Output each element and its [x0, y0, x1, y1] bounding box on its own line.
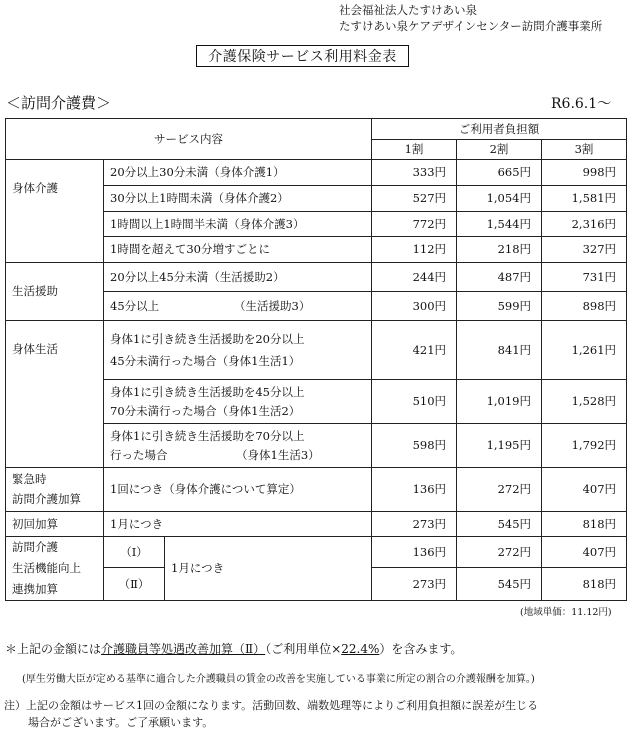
price-2: 599円 — [457, 292, 542, 321]
service-desc: 20分以上30分未満（身体介護1） — [104, 160, 372, 186]
service-desc: 20分以上45分未満（生活援助2） — [104, 263, 372, 292]
price-2: 487円 — [457, 263, 542, 292]
category-shokai: 初回加算 — [6, 512, 104, 537]
org-line-2: たすけあい泉ケアデザインセンター訪問介護事業所 — [339, 19, 603, 33]
price-3: 407円 — [542, 468, 627, 512]
page-title: 介護保険サービス利用料金表 — [196, 45, 409, 67]
price-1: 244円 — [372, 263, 457, 292]
category-line-3: 連携加算 — [12, 582, 58, 596]
disclaimer-line-2: 場合がございます。ご了承願います。 — [28, 716, 214, 729]
price-1: 598円 — [372, 424, 457, 468]
service-desc-line-1: 身体1に引き続き生活援助を20分以上 — [110, 331, 305, 346]
service-desc: 1回につき（身体介護について算定） — [104, 468, 372, 512]
price-3: 327円 — [542, 237, 627, 263]
price-3: 1,261円 — [542, 321, 627, 380]
sub-type-2: （Ⅱ） — [104, 568, 165, 601]
table-row — [6, 468, 627, 512]
price-2: 1,195円 — [457, 424, 542, 468]
table-row — [6, 321, 627, 380]
surcharge-prefix: ＊上記の金額には — [5, 642, 102, 656]
price-2: 545円 — [457, 512, 542, 537]
price-2: 1,054円 — [457, 186, 542, 212]
service-desc — [104, 292, 372, 321]
unit-price-note: (地域単価：11.12円) — [520, 607, 612, 618]
col-header-1: 1割 — [372, 140, 457, 160]
price-3: 998円 — [542, 160, 627, 186]
service-desc: 1時間以上1時間半未満（身体介護3） — [104, 212, 372, 237]
fee-table — [5, 118, 627, 601]
price-1: 273円 — [372, 568, 457, 601]
price-1: 273円 — [372, 512, 457, 537]
service-desc: 1月につき — [104, 512, 372, 537]
service-desc-b: （生活援助3） — [234, 298, 311, 313]
price-1: 300円 — [372, 292, 457, 321]
price-1: 136円 — [372, 537, 457, 568]
service-desc-line-2: 70分未満行った場合（身体1生活2） — [110, 403, 301, 418]
price-2: 841円 — [457, 321, 542, 380]
table-row — [6, 512, 627, 537]
surcharge-name: 介護職員等処遇改善加算（Ⅱ） — [101, 642, 266, 656]
table-row — [6, 263, 627, 292]
category-line-1: 緊急時 — [12, 472, 47, 486]
criteria-note: (厚生労働大臣が定める基準に適合した介護職員の賃金の改善を実施している事業に所定の割合の介護報酬を加算。) — [22, 674, 535, 685]
price-1: 527円 — [372, 186, 457, 212]
col-header-2: 2割 — [457, 140, 542, 160]
category-seikatsu-kino — [6, 537, 104, 601]
disclaimer-note — [4, 697, 538, 731]
service-desc-line-2a: 行った場合 — [110, 447, 168, 462]
surcharge-percent: 22.4% — [341, 642, 380, 656]
price-2: 272円 — [457, 468, 542, 512]
service-desc-line-2 — [110, 447, 365, 464]
price-3: 898円 — [542, 292, 627, 321]
service-desc — [104, 424, 372, 468]
surcharge-mid: （ご利用単位× — [265, 642, 342, 656]
category-shintai-seikatsu: 身体生活 — [6, 321, 104, 468]
service-desc: 30分以上1時間未満（身体介護2） — [104, 186, 372, 212]
surcharge-note — [5, 640, 462, 657]
price-3: 818円 — [542, 568, 627, 601]
category-seikatsu: 生活援助 — [6, 263, 104, 321]
category-line-1: 訪問介護 — [12, 540, 58, 554]
price-1: 421円 — [372, 321, 457, 380]
service-desc-line-2b: （身体1生活3） — [236, 447, 320, 462]
table-row — [6, 160, 627, 186]
service-desc-line-1: 身体1に引き続き生活援助を45分以上 — [110, 384, 305, 399]
table-header-row — [6, 119, 627, 140]
section-heading: ＜訪問介護費＞ — [6, 94, 112, 112]
disclaimer-line-1: 注）上記の金額はサービス1回の金額になります。活動回数、端数処理等によりご利用負担額に誤差が生じる — [4, 699, 539, 712]
price-2: 218円 — [457, 237, 542, 263]
price-1: 136円 — [372, 468, 457, 512]
service-desc — [104, 321, 372, 380]
service-desc: 1時間を超えて30分増すごとに — [104, 237, 372, 263]
service-desc-line-1: 身体1に引き続き生活援助を70分以上 — [110, 428, 305, 443]
price-2: 665円 — [457, 160, 542, 186]
service-header: サービス内容 — [6, 119, 372, 160]
category-line-2: 訪問介護加算 — [12, 492, 81, 506]
price-1: 112円 — [372, 237, 457, 263]
price-2: 272円 — [457, 537, 542, 568]
service-desc: 1月につき — [165, 537, 372, 601]
price-2: 545円 — [457, 568, 542, 601]
price-2: 1,019円 — [457, 380, 542, 424]
col-header-3: 3割 — [542, 140, 627, 160]
surcharge-suffix: ）を含みます。 — [379, 642, 463, 656]
price-1: 772円 — [372, 212, 457, 237]
burden-header: ご利用者負担額 — [372, 119, 627, 140]
service-desc-a: 45分以上 — [110, 298, 160, 313]
category-shintai: 身体介護 — [6, 160, 104, 263]
price-3: 2,316円 — [542, 212, 627, 237]
price-1: 510円 — [372, 380, 457, 424]
sub-type-1: （Ⅰ） — [104, 537, 165, 568]
service-desc-line-2: 45分未満行った場合（身体1生活1） — [110, 353, 301, 368]
price-3: 1,528円 — [542, 380, 627, 424]
price-3: 1,581円 — [542, 186, 627, 212]
effective-date: R6.6.1～ — [551, 96, 612, 112]
price-1: 333円 — [372, 160, 457, 186]
category-line-2: 生活機能向上 — [12, 561, 81, 575]
org-line-1: 社会福祉法人たすけあい泉 — [339, 3, 477, 17]
organization-name — [339, 2, 602, 34]
price-3: 818円 — [542, 512, 627, 537]
price-3: 731円 — [542, 263, 627, 292]
price-3: 407円 — [542, 537, 627, 568]
category-kinkyu — [6, 468, 104, 512]
price-3: 1,792円 — [542, 424, 627, 468]
table-row — [6, 537, 627, 568]
price-2: 1,544円 — [457, 212, 542, 237]
service-desc — [104, 380, 372, 424]
